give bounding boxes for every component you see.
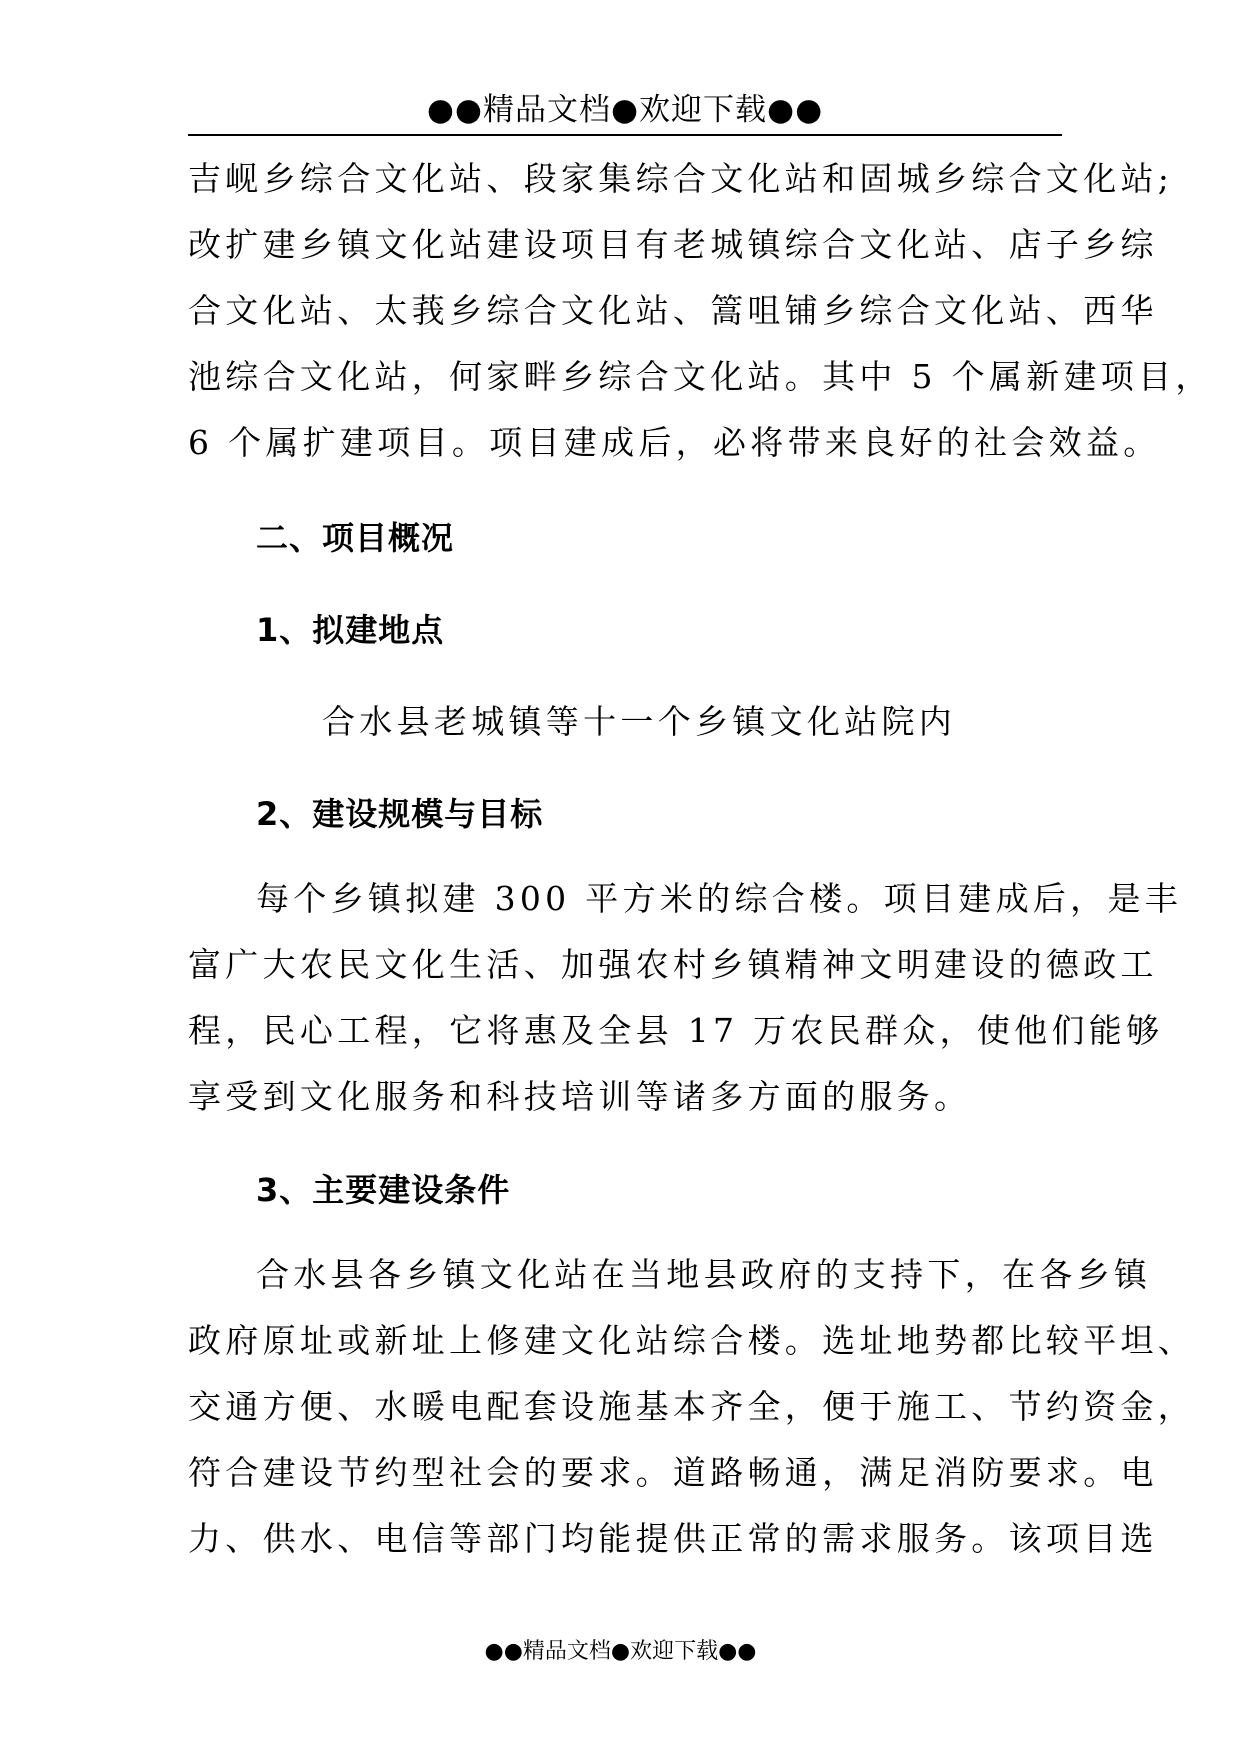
text-line: 每个乡镇拟建 300 平方米的综合楼。项目建成后，是丰	[256, 879, 1183, 918]
text-line: 改扩建乡镇文化站建设项目有老城镇综合文化站、店子乡综	[188, 225, 1158, 264]
text-line: 池综合文化站，何家畔乡综合文化站。其中 5 个属新建项目，	[188, 357, 1213, 396]
text-line: 6 个属扩建项目。项目建成后，必将带来良好的社会效益。	[188, 423, 1161, 462]
text-line: 合水县各乡镇文化站在当地县政府的支持下，在各乡镇	[256, 1255, 1152, 1294]
text-line: 吉岘乡综合文化站、段家集综合文化站和固城乡综合文化站;	[188, 159, 1174, 198]
section-heading-overview: 二、项目概况	[256, 519, 455, 557]
text-line: 富广大农民文化生活、加强农村乡镇精神文明建设的德政工	[188, 945, 1158, 984]
page-header: ●●精品文档●欢迎下载●●	[188, 88, 1062, 136]
text-line: 程，民心工程，它将惠及全县 17 万农民群众，使他们能够	[188, 1011, 1164, 1050]
text-line: 力、供水、电信等部门均能提供正常的需求服务。该项目选	[188, 1519, 1158, 1558]
paragraph-intro	[188, 146, 1213, 476]
paragraph-scale	[188, 866, 1183, 1130]
text-line: 合文化站、太莪乡综合文化站、篙咀铺乡综合文化站、西华	[188, 291, 1158, 330]
text-line: 政府原址或新址上修建文化站综合楼。选址地势都比较平坦、	[188, 1321, 1196, 1360]
location-text: 合水县老城镇等十一个乡镇文化站院内	[322, 702, 957, 741]
subsection-heading-conditions: 3、主要建设条件	[256, 1171, 511, 1209]
text-line: 享受到文化服务和科技培训等诸多方面的服务。	[188, 1077, 972, 1116]
paragraph-conditions	[188, 1242, 1196, 1572]
page-footer: ●●精品文档●欢迎下载●●	[484, 1639, 757, 1664]
subsection-heading-scale: 2、建设规模与目标	[256, 795, 544, 833]
text-line: 符合建设节约型社会的要求。道路畅通，满足消防要求。电	[188, 1453, 1158, 1492]
subsection-heading-location: 1、拟建地点	[256, 611, 445, 649]
text-line: 交通方便、水暖电配套设施基本齐全，便于施工、节约资金，	[188, 1387, 1196, 1426]
